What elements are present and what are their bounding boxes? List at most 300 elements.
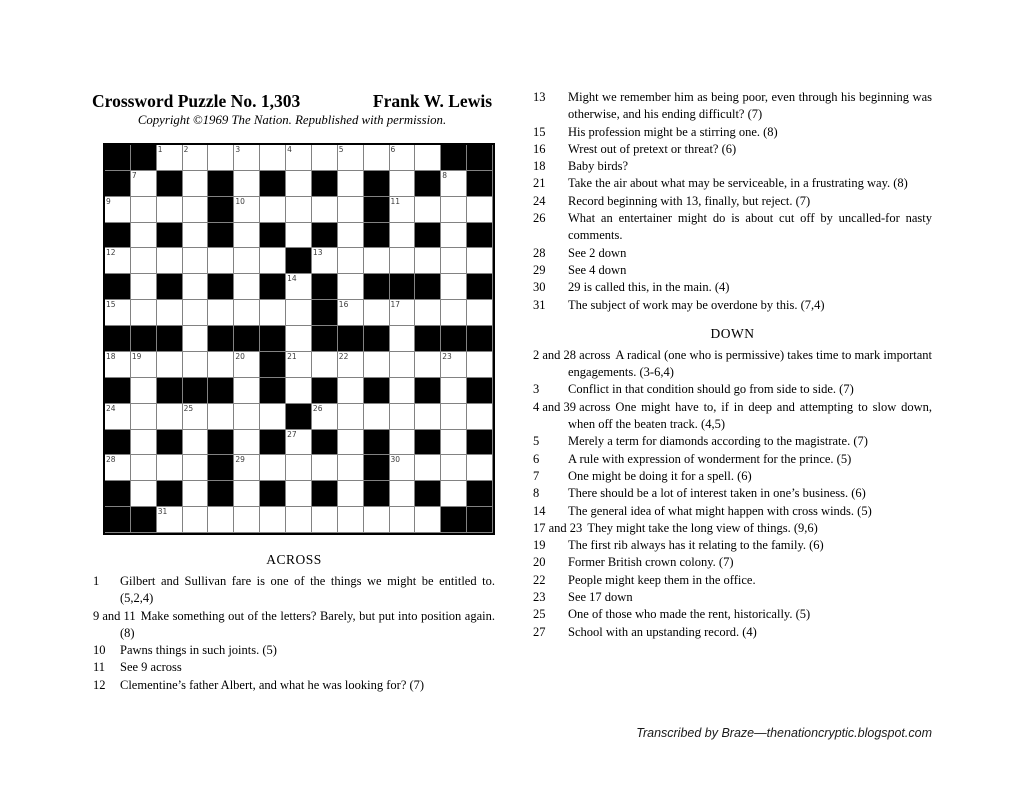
white-cell (364, 300, 390, 326)
white-cell (467, 300, 493, 326)
clue-text: One might be doing it for a spell. (6) (568, 468, 752, 483)
white-cell (234, 300, 260, 326)
black-cell (364, 455, 390, 481)
black-cell (260, 352, 286, 378)
black-cell (415, 223, 441, 249)
clue (533, 175, 932, 192)
black-cell (415, 378, 441, 404)
white-cell (441, 352, 467, 378)
black-cell (364, 171, 390, 197)
white-cell (183, 223, 209, 249)
clue (533, 520, 932, 537)
clue (533, 606, 932, 623)
across-header: ACROSS (266, 552, 322, 567)
black-cell (131, 507, 157, 533)
black-cell (415, 274, 441, 300)
cell-number: 22 (338, 351, 349, 361)
clue-number: 24 (533, 193, 546, 208)
black-cell (105, 145, 131, 171)
white-cell (286, 507, 312, 533)
cell-number: 27 (287, 429, 297, 439)
white-cell (105, 404, 131, 430)
white-cell (183, 197, 209, 223)
white-cell (131, 197, 157, 223)
black-cell (208, 481, 234, 507)
clue (93, 573, 495, 608)
black-cell (105, 507, 131, 533)
white-cell (441, 300, 467, 326)
clue-text: What an entertainer might do is about cut off by uncalled-for nasty comments. (568, 211, 932, 243)
white-cell (441, 455, 467, 481)
black-cell (467, 430, 493, 456)
white-cell (312, 507, 338, 533)
white-cell (157, 300, 183, 326)
white-cell (415, 145, 441, 171)
white-cell (338, 352, 364, 378)
cell-number: 8 (442, 170, 448, 180)
white-cell (312, 248, 338, 274)
clue-number: 31 (533, 297, 546, 312)
white-cell (183, 507, 209, 533)
black-cell (467, 223, 493, 249)
white-cell (441, 171, 467, 197)
clue (533, 279, 932, 296)
black-cell (157, 430, 183, 456)
clue-text: Clementine’s father Albert, and what he was looking for? (7) (120, 677, 425, 692)
across-clue-list (93, 573, 495, 694)
black-cell (157, 378, 183, 404)
black-cell (157, 326, 183, 352)
right-column (533, 89, 932, 641)
clue-text: Record beginning with 13, finally, but reject. (7) (568, 193, 811, 208)
black-cell (131, 145, 157, 171)
white-cell (390, 430, 416, 456)
white-cell (286, 300, 312, 326)
black-cell (131, 326, 157, 352)
black-cell (364, 326, 390, 352)
black-cell (286, 248, 312, 274)
black-cell (157, 274, 183, 300)
cell-number: 25 (183, 403, 194, 413)
black-cell (364, 481, 390, 507)
white-cell (390, 171, 416, 197)
black-cell (441, 145, 467, 171)
white-cell (208, 145, 234, 171)
white-cell (131, 300, 157, 326)
white-cell (415, 352, 441, 378)
white-cell (390, 197, 416, 223)
white-cell (286, 145, 312, 171)
clue (533, 262, 932, 279)
black-cell (364, 378, 390, 404)
clue-text: Merely a term for diamonds according to the magistrate. (7) (568, 434, 868, 449)
black-cell (260, 481, 286, 507)
white-cell (390, 300, 416, 326)
black-cell (208, 171, 234, 197)
clue-number: 14 (533, 503, 546, 518)
clue (93, 659, 495, 676)
white-cell (286, 430, 312, 456)
black-cell (260, 430, 286, 456)
cell-number: 10 (235, 196, 245, 206)
white-cell (157, 248, 183, 274)
clue-number: 3 (533, 382, 540, 397)
black-cell (312, 326, 338, 352)
white-cell (338, 197, 364, 223)
clue-number: 23 (533, 590, 546, 605)
black-cell (312, 171, 338, 197)
white-cell (234, 507, 260, 533)
white-cell (415, 300, 441, 326)
white-cell (441, 223, 467, 249)
white-cell (390, 326, 416, 352)
clue-number: 13 (533, 90, 546, 104)
black-cell (312, 430, 338, 456)
clue-text: They might take the long view of things. (9,6) (587, 520, 818, 535)
clue-text: See 4 down (568, 262, 627, 277)
white-cell (131, 274, 157, 300)
white-cell (415, 455, 441, 481)
white-cell (364, 352, 390, 378)
white-cell (183, 300, 209, 326)
clue (533, 503, 932, 520)
white-cell (183, 326, 209, 352)
white-cell (441, 197, 467, 223)
white-cell (338, 404, 364, 430)
cell-number: 9 (106, 196, 111, 206)
across-section (93, 551, 495, 694)
clue (533, 485, 932, 502)
white-cell (338, 274, 364, 300)
white-cell (338, 223, 364, 249)
cell-number: 7 (131, 170, 137, 180)
white-cell (208, 300, 234, 326)
white-cell (441, 404, 467, 430)
cell-number: 14 (287, 274, 297, 284)
black-cell (415, 326, 441, 352)
copyright-line: Copyright ©1969 The Nation. Republished with permission. (137, 113, 447, 127)
white-cell (415, 404, 441, 430)
white-cell (390, 248, 416, 274)
clue-text: Former British crown colony. (7) (568, 555, 734, 570)
black-cell (260, 326, 286, 352)
cell-number: 28 (106, 455, 116, 465)
white-cell (441, 248, 467, 274)
white-cell (312, 404, 338, 430)
black-cell (157, 171, 183, 197)
white-cell (234, 197, 260, 223)
clue-number: 22 (533, 572, 546, 587)
white-cell (441, 274, 467, 300)
cell-number: 21 (287, 351, 297, 361)
clue-text: School with an upstanding record. (4) (568, 624, 757, 639)
black-cell (312, 300, 338, 326)
clue-number: 12 (93, 677, 106, 692)
black-cell (105, 171, 131, 197)
white-cell (234, 248, 260, 274)
black-cell (364, 223, 390, 249)
page-title (92, 90, 492, 112)
cell-number: 19 (131, 351, 142, 361)
white-cell (105, 300, 131, 326)
white-cell (131, 223, 157, 249)
white-cell (157, 352, 183, 378)
white-cell (234, 352, 260, 378)
black-cell (467, 171, 493, 197)
cell-number: 20 (235, 351, 245, 361)
black-cell (208, 274, 234, 300)
clue (93, 677, 495, 694)
cell-number: 17 (390, 300, 401, 310)
clue-number: 18 (533, 159, 546, 174)
white-cell (286, 455, 312, 481)
white-cell (441, 430, 467, 456)
clue-number: 9 and 11 (93, 608, 136, 623)
white-cell (234, 404, 260, 430)
down-header: DOWN (710, 325, 755, 341)
white-cell (234, 455, 260, 481)
black-cell (467, 274, 493, 300)
black-cell (208, 223, 234, 249)
black-cell (260, 274, 286, 300)
cell-number: 11 (390, 196, 401, 206)
black-cell (338, 326, 364, 352)
cell-number: 18 (106, 351, 116, 361)
white-cell (183, 274, 209, 300)
cell-number: 23 (442, 351, 452, 361)
clue-number: 16 (533, 141, 546, 156)
white-cell (390, 481, 416, 507)
white-cell (338, 300, 364, 326)
white-cell (441, 481, 467, 507)
white-cell (390, 404, 416, 430)
black-cell (157, 223, 183, 249)
black-cell (441, 507, 467, 533)
white-cell (260, 197, 286, 223)
clue (533, 89, 932, 124)
clue-number: 11 (93, 660, 106, 675)
white-cell (234, 378, 260, 404)
clue-text: One of those who made the rent, historically. (5) (568, 607, 811, 622)
white-cell (131, 248, 157, 274)
white-cell (131, 481, 157, 507)
white-cell (415, 507, 441, 533)
white-cell (467, 248, 493, 274)
white-cell (131, 455, 157, 481)
white-cell (364, 404, 390, 430)
clue-number: 19 (533, 538, 546, 553)
white-cell (338, 430, 364, 456)
white-cell (467, 197, 493, 223)
cell-number: 29 (235, 455, 245, 465)
clue (533, 245, 932, 262)
clue-text: A rule with expression of wonderment for the prince. (5) (568, 451, 852, 466)
clue-text: The general idea of what might happen with cross winds. (5) (568, 503, 872, 518)
black-cell (208, 430, 234, 456)
white-cell (260, 145, 286, 171)
cell-number: 5 (338, 145, 344, 154)
white-cell (260, 248, 286, 274)
white-cell (157, 197, 183, 223)
clue (533, 399, 932, 434)
clue-number: 4 and 39 across (533, 399, 611, 414)
white-cell (183, 404, 209, 430)
clue (533, 468, 932, 485)
white-cell (260, 455, 286, 481)
white-cell (234, 171, 260, 197)
cell-number: 6 (390, 145, 396, 154)
clue-number: 20 (533, 555, 546, 570)
across-clue-list-continued (533, 89, 932, 314)
white-cell (183, 455, 209, 481)
clue (533, 537, 932, 554)
black-cell (364, 274, 390, 300)
white-cell (131, 352, 157, 378)
white-cell (312, 455, 338, 481)
white-cell (208, 404, 234, 430)
clue-number: 10 (93, 643, 106, 658)
white-cell (157, 455, 183, 481)
cell-number: 2 (183, 145, 189, 154)
black-cell (183, 378, 209, 404)
clue-number: 8 (533, 486, 540, 501)
black-cell (105, 274, 131, 300)
clue (533, 141, 932, 158)
black-cell (415, 430, 441, 456)
white-cell (364, 507, 390, 533)
white-cell (183, 352, 209, 378)
clue-number: 1 (93, 574, 100, 588)
clue (533, 347, 932, 382)
white-cell (234, 223, 260, 249)
black-cell (312, 378, 338, 404)
white-cell (157, 507, 183, 533)
cell-number: 12 (106, 248, 116, 258)
white-cell (338, 171, 364, 197)
white-cell (286, 326, 312, 352)
black-cell (105, 430, 131, 456)
black-cell (312, 274, 338, 300)
white-cell (286, 197, 312, 223)
white-cell (105, 455, 131, 481)
white-cell (131, 430, 157, 456)
black-cell (467, 507, 493, 533)
white-cell (260, 300, 286, 326)
black-cell (157, 481, 183, 507)
black-cell (105, 378, 131, 404)
white-cell (105, 197, 131, 223)
clue-number: 15 (533, 124, 546, 139)
clue-number: 27 (533, 624, 546, 639)
transcriber-credit: Transcribed by Braze—thenationcryptic.blogspot.com (636, 726, 932, 740)
clue (533, 158, 932, 175)
white-cell (338, 455, 364, 481)
clue (533, 451, 932, 468)
white-cell (105, 248, 131, 274)
white-cell (260, 507, 286, 533)
clue (533, 193, 932, 210)
black-cell (260, 378, 286, 404)
clue-text: The subject of work may be overdone by this. (7,4) (568, 297, 825, 312)
cell-number: 24 (106, 403, 116, 413)
cell-number: 30 (390, 455, 401, 465)
clue-number: 5 (533, 434, 540, 449)
black-cell (312, 223, 338, 249)
white-cell (467, 404, 493, 430)
black-cell (260, 223, 286, 249)
black-cell (415, 481, 441, 507)
clue-text: See 9 across (120, 660, 182, 675)
white-cell (157, 404, 183, 430)
white-cell (415, 197, 441, 223)
cell-number: 1 (157, 145, 163, 154)
clue-text: Pawns things in such joints. (5) (120, 643, 277, 658)
cell-number: 4 (287, 145, 292, 154)
cell-number: 31 (157, 507, 168, 517)
clue (533, 381, 932, 398)
clue-number: 17 and 23 (533, 520, 583, 535)
down-clue-list (533, 347, 932, 641)
white-cell (183, 248, 209, 274)
white-cell (286, 378, 312, 404)
black-cell (415, 171, 441, 197)
cell-number: 26 (312, 403, 323, 413)
white-cell (312, 197, 338, 223)
black-cell (312, 481, 338, 507)
crossword-grid (103, 143, 495, 535)
clue (533, 297, 932, 314)
clue-text: See 2 down (568, 245, 627, 260)
clue (93, 608, 495, 643)
white-cell (364, 248, 390, 274)
white-cell (338, 248, 364, 274)
black-cell (441, 326, 467, 352)
black-cell (364, 197, 390, 223)
white-cell (260, 404, 286, 430)
clue-text: Baby birds? (568, 159, 629, 174)
white-cell (234, 145, 260, 171)
white-cell (364, 145, 390, 171)
clue-text: Gilbert and Sullivan fare is one of the things we might be entitled to. (5,2,4) (120, 574, 495, 606)
white-cell (157, 145, 183, 171)
clue-number: 30 (533, 280, 546, 295)
black-cell (208, 378, 234, 404)
clue-number: 28 (533, 245, 546, 260)
black-cell (467, 378, 493, 404)
white-cell (183, 430, 209, 456)
white-cell (105, 352, 131, 378)
white-cell (286, 223, 312, 249)
clue-text: People might keep them in the office. (568, 572, 756, 587)
white-cell (131, 404, 157, 430)
white-cell (390, 352, 416, 378)
clue-text: Take the air about what may be serviceable, in a frustrating way. (8) (568, 176, 908, 191)
clue-text: Might we remember him as being poor, even through his beginning was otherwise, and his ending difficult? (7) (568, 90, 932, 122)
white-cell (390, 378, 416, 404)
white-cell (338, 481, 364, 507)
clue-number: 7 (533, 468, 540, 483)
clue (533, 433, 932, 450)
black-cell (234, 326, 260, 352)
cell-number: 3 (235, 145, 241, 154)
white-cell (286, 171, 312, 197)
white-cell (467, 352, 493, 378)
white-cell (183, 145, 209, 171)
black-cell (467, 326, 493, 352)
clue-number: 6 (533, 451, 540, 466)
clue (533, 554, 932, 571)
white-cell (183, 481, 209, 507)
